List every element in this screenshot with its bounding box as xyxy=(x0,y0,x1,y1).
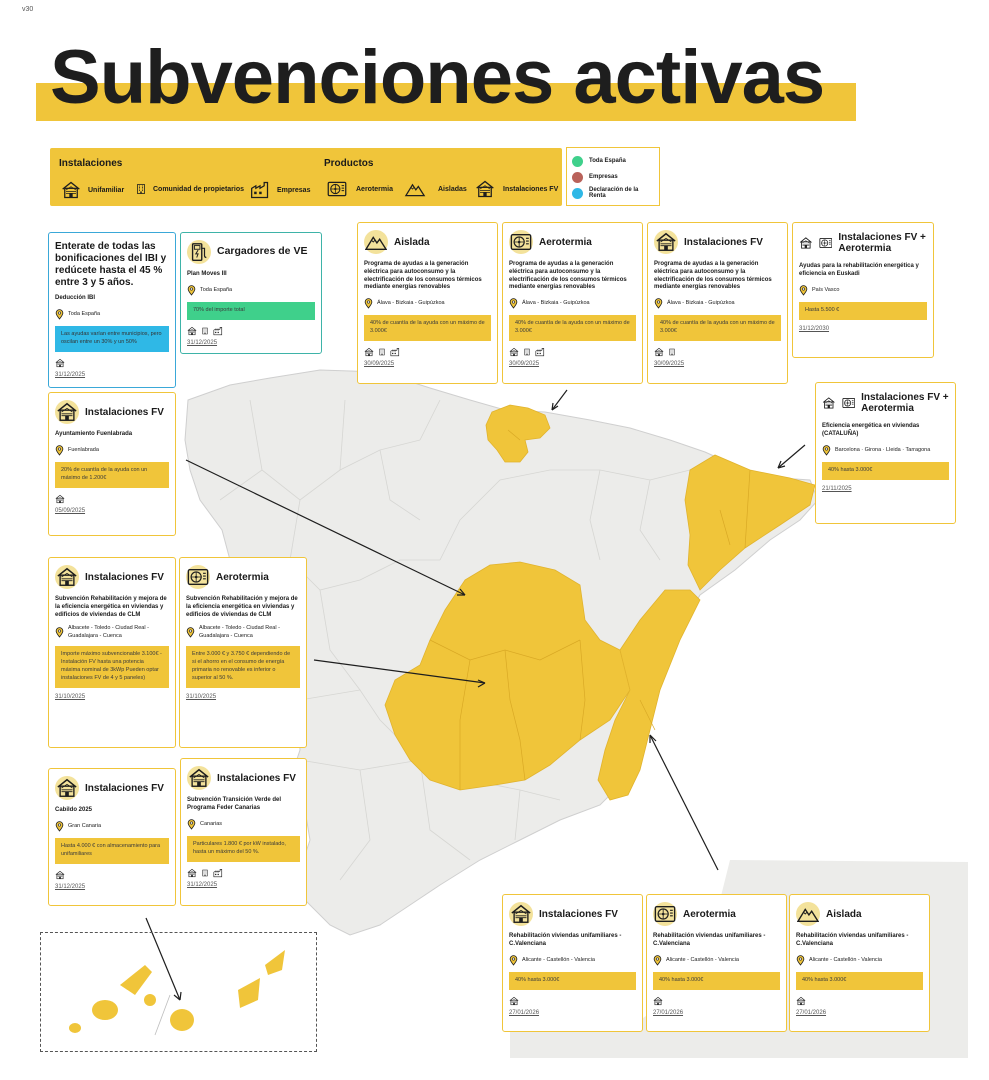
card-amount: Hasta 4.000 € con almacenamiento para unifamiliares xyxy=(55,838,169,864)
aerotermia-icon xyxy=(186,565,210,589)
card-valencia-aislada[interactable] xyxy=(789,894,930,1032)
card-location: Alicante - Castellón - Valencia xyxy=(653,955,780,966)
aerotermia-icon xyxy=(653,902,677,926)
card-valencia-fv[interactable] xyxy=(502,894,643,1032)
card-date: 30/09/2025 xyxy=(364,361,395,368)
card-amount: 40% de cuantía de la ayuda con un máximo de 3.000€ xyxy=(364,315,491,341)
card-location: Alicante - Castellón - Valencia xyxy=(509,955,636,966)
house-icon xyxy=(509,996,519,1006)
card-subtitle: Rehabilitación viviendas unifamiliares - C.Valenciana xyxy=(653,933,766,947)
card-location: País Vasco xyxy=(799,285,927,296)
card-icons xyxy=(653,996,780,1006)
card-date: 05/09/2025 xyxy=(55,507,86,514)
house-icon xyxy=(509,902,533,926)
card-title: Instalaciones FV xyxy=(85,406,164,418)
pin-icon xyxy=(799,285,808,296)
building-icon xyxy=(523,347,531,357)
card-subtitle: Programa de ayudas a la generación eléctrica para autoconsumo y la electrificación de los consumos térmicos mediante energías renovables xyxy=(509,261,627,291)
card-aerotermia-pais-vasco[interactable] xyxy=(502,222,643,384)
card-title: Instalaciones FV xyxy=(539,908,618,920)
legend-aisladas: Aisladas xyxy=(402,179,467,199)
pin-icon xyxy=(55,445,64,456)
card-location: Barcelona · Girona · Lleida · Tarragona xyxy=(822,445,949,456)
card-euskadi[interactable] xyxy=(792,222,934,358)
card-icons xyxy=(187,868,300,878)
card-cataluna[interactable] xyxy=(815,382,956,524)
house-icon xyxy=(653,996,663,1006)
card-subtitle: Programa de ayudas a la generación eléctrica para autoconsumo y la electrificación de los consumos térmicos mediante energías renovables xyxy=(364,261,482,291)
card-cargadores-ve[interactable] xyxy=(180,232,322,354)
card-location: Albacete - Toledo - Ciudad Real - Guadalajara - Cuenca xyxy=(186,625,300,639)
legend-aerotermia: Aerotermia xyxy=(324,179,393,199)
card-icons xyxy=(654,347,781,357)
card-icons xyxy=(509,996,636,1006)
card-icons xyxy=(509,347,636,357)
legend-renta: Declaración de la Renta xyxy=(572,185,654,201)
house-icon xyxy=(55,400,79,424)
card-title: Aerotermia xyxy=(683,908,736,920)
card-date: 21/11/2025 xyxy=(822,485,852,492)
card-canarias-feder[interactable] xyxy=(180,758,307,906)
legend-productos-heading: Productos xyxy=(324,158,374,169)
aerotermia-icon xyxy=(509,230,533,254)
card-title: Instalaciones FV xyxy=(85,782,164,794)
card-amount: 70% del importe total xyxy=(187,302,315,320)
card-ibi[interactable] xyxy=(48,232,176,388)
legend-unifamiliar: Unifamiliar xyxy=(60,180,124,200)
card-amount: 40% de cuantía de la ayuda con un máximo de 3.000€ xyxy=(654,315,781,341)
card-subtitle: Programa de ayudas a la generación eléctrica para autoconsumo y la electrificación de los consumos térmicos mediante energías renovables xyxy=(654,261,772,291)
legend-empresas: Empresas xyxy=(249,180,310,200)
factory-icon xyxy=(390,347,400,357)
card-date: 31/10/2025 xyxy=(186,693,217,700)
blue-dot xyxy=(572,188,583,199)
house-icon xyxy=(654,347,664,357)
card-amount: 20% de cuantía de la ayuda con un máximo de 1.200€ xyxy=(55,462,169,488)
card-amount: Importe máximo subvencionable 3.100€ - Instalación FV hasta una potencia máxima nominal de 3kWp Pueden optar instalaciones FV de 4 y 5 paneles) xyxy=(55,646,169,688)
red-dot xyxy=(572,172,583,183)
pin-icon xyxy=(55,309,64,320)
card-amount: 40% hasta 3.000€ xyxy=(509,972,636,990)
aerotermia-icon xyxy=(842,393,856,413)
card-title: Aislada xyxy=(394,236,430,248)
card-fuenlabrada[interactable] xyxy=(48,392,176,536)
card-subtitle: Subvención Transición Verde del Programa Feder Canarias xyxy=(187,797,282,811)
house-icon xyxy=(55,358,65,368)
house-icon xyxy=(654,230,678,254)
house-icon xyxy=(509,347,519,357)
mountain-icon xyxy=(364,230,388,254)
house-icon xyxy=(364,347,374,357)
card-icons xyxy=(55,494,169,504)
card-title: Instalaciones FV xyxy=(684,236,763,248)
card-subtitle: Eficiencia energética en viviendas (CATALUÑA) xyxy=(822,423,920,437)
house-icon xyxy=(799,233,813,253)
canary-islands-inset xyxy=(40,932,317,1052)
card-amount: Entre 3.000 € y 3.750 € dependiendo de si el ahorro en el consumo de energía primaria no renovable es inferior o superior al 50 %. xyxy=(186,646,300,688)
card-amount: Hasta 5.500 € xyxy=(799,302,927,320)
house-icon xyxy=(187,868,197,878)
card-date: 31/12/2025 xyxy=(187,881,218,888)
legend-toda-espana: Toda España xyxy=(572,153,654,169)
legend-empresas-color: Empresas xyxy=(572,169,654,185)
pin-icon xyxy=(653,955,662,966)
version-label: v30 xyxy=(22,6,34,13)
card-subtitle: Deducción IBI xyxy=(55,295,96,301)
pin-icon xyxy=(509,298,518,309)
card-location: Álava - Bizkaia - Guipúzkoa xyxy=(509,298,636,309)
card-title: Aerotermia xyxy=(539,236,592,248)
card-amount: 40% hasta 3.000€ xyxy=(822,462,949,480)
pin-icon xyxy=(187,285,196,296)
pin-icon xyxy=(822,445,831,456)
house-icon xyxy=(55,565,79,589)
legend-instalaciones-fv: Instalaciones FV xyxy=(473,179,558,199)
card-date: 27/01/2026 xyxy=(653,1009,684,1016)
factory-icon xyxy=(213,868,223,878)
card-subtitle: Subvención Rehabilitación y mejora de la eficiencia energética en viviendas y edificios de viviendas de CLM xyxy=(55,596,167,618)
pin-icon xyxy=(55,821,64,832)
factory-icon xyxy=(249,180,271,200)
card-location: Álava - Bizkaia - Guipúzkoa xyxy=(364,298,491,309)
pin-icon xyxy=(364,298,373,309)
card-icons xyxy=(55,870,169,880)
card-clm-fv[interactable] xyxy=(48,557,176,748)
card-cabildo[interactable] xyxy=(48,768,176,906)
card-title: Instalaciones FV xyxy=(85,571,164,583)
card-title: Aerotermia xyxy=(216,571,269,583)
pin-icon xyxy=(186,627,195,638)
card-amount: 40% hasta 3.000€ xyxy=(796,972,923,990)
card-subtitle: Cabildo 2025 xyxy=(55,807,93,813)
ev-charger-icon xyxy=(187,240,211,264)
building-icon xyxy=(668,347,676,357)
card-date: 31/12/2025 xyxy=(55,883,86,890)
card-amount: 40% hasta 3.000€ xyxy=(653,972,780,990)
card-title: Instalaciones FV xyxy=(217,772,296,784)
card-subtitle: Plan Moves III xyxy=(187,271,227,277)
card-location: Albacete - Toledo - Ciudad Real - Guadalajara - Cuenca xyxy=(55,625,169,639)
card-location: Gran Canaria xyxy=(55,821,169,832)
pin-icon xyxy=(654,298,663,309)
card-date: 30/09/2025 xyxy=(654,361,685,368)
factory-icon xyxy=(213,326,223,336)
house-icon xyxy=(55,870,65,880)
card-date: 27/01/2026 xyxy=(796,1009,827,1016)
card-date: 27/01/2026 xyxy=(509,1009,540,1016)
card-location: Toda España xyxy=(55,309,169,320)
card-icons xyxy=(364,347,491,357)
green-dot xyxy=(572,156,583,167)
card-title: Instalaciones FV + Aerotermia xyxy=(861,392,949,414)
house-icon xyxy=(55,494,65,504)
legend-comunidad: Comunidad de propietarios xyxy=(135,180,244,198)
mountain-icon xyxy=(796,902,820,926)
legend-instalaciones-heading: Instalaciones xyxy=(59,158,123,169)
card-location: Álava - Bizkaia - Guipúzkoa xyxy=(654,298,781,309)
house-icon xyxy=(473,179,497,199)
card-date: 31/12/2025 xyxy=(187,339,218,346)
card-amount: Las ayudas varían entre municipios, pero oscilan entre un 30% y un 50% xyxy=(55,326,169,352)
card-icons xyxy=(187,326,315,336)
aerotermia-icon xyxy=(324,179,350,199)
card-clm-aerotermia[interactable] xyxy=(179,557,307,748)
card-subtitle: Rehabilitación viviendas unifamiliares - C.Valenciana xyxy=(796,933,909,947)
house-icon xyxy=(55,776,79,800)
mountain-icon xyxy=(402,179,428,199)
card-aislada-pais-vasco[interactable] xyxy=(357,222,498,384)
color-legend xyxy=(566,147,660,206)
ibi-headline: Enterate de todas las bonificaciones del IBI y redúcete hasta el 45 % entre 3 y 5 años. xyxy=(55,241,167,288)
card-date: 31/12/2030 xyxy=(799,325,830,332)
card-title: Cargadores de VE xyxy=(217,245,308,258)
card-icons xyxy=(796,996,923,1006)
card-subtitle: Ayudas para la rehabilitación energética y eficiencia en Euskadi xyxy=(799,263,919,277)
card-amount: 40% de cuantía de la ayuda con un máximo de 3.000€ xyxy=(509,315,636,341)
pin-icon xyxy=(55,627,64,638)
card-subtitle: Subvención Rehabilitación y mejora de la eficiencia energética en viviendas y edificios de viviendas de CLM xyxy=(186,596,298,618)
pin-icon xyxy=(187,819,196,830)
pin-icon xyxy=(796,955,805,966)
building-icon xyxy=(135,180,147,198)
card-location: Alicante - Castellón - Valencia xyxy=(796,955,923,966)
house-icon xyxy=(822,393,836,413)
building-icon xyxy=(201,868,209,878)
building-icon xyxy=(378,347,386,357)
card-date: 31/10/2025 xyxy=(55,693,86,700)
card-subtitle: Ayuntamiento Fuenlabrada xyxy=(55,431,133,437)
pin-icon xyxy=(509,955,518,966)
house-icon xyxy=(187,766,211,790)
card-amount: Particulares 1.800 € por kW instalado, hasta un máximo del 50 %. xyxy=(187,836,300,862)
card-valencia-aerotermia[interactable] xyxy=(646,894,787,1032)
card-title: Aislada xyxy=(826,908,862,920)
card-fv-pais-vasco[interactable] xyxy=(647,222,788,384)
house-icon xyxy=(187,326,197,336)
house-icon xyxy=(60,180,82,200)
card-location: Fuenlabrada xyxy=(55,445,169,456)
card-icons xyxy=(55,358,169,368)
house-icon xyxy=(796,996,806,1006)
aerotermia-icon xyxy=(819,233,833,253)
card-subtitle: Rehabilitación viviendas unifamiliares - C.Valenciana xyxy=(509,933,622,947)
card-location: Toda España xyxy=(187,285,315,296)
card-location: Canarias xyxy=(187,819,300,830)
card-date: 31/12/2025 xyxy=(55,371,86,378)
factory-icon xyxy=(535,347,545,357)
page-title: Subvenciones activas xyxy=(50,35,825,120)
building-icon xyxy=(201,326,209,336)
card-title: Instalaciones FV + Aerotermia xyxy=(838,232,926,254)
card-date: 30/09/2025 xyxy=(509,361,540,368)
